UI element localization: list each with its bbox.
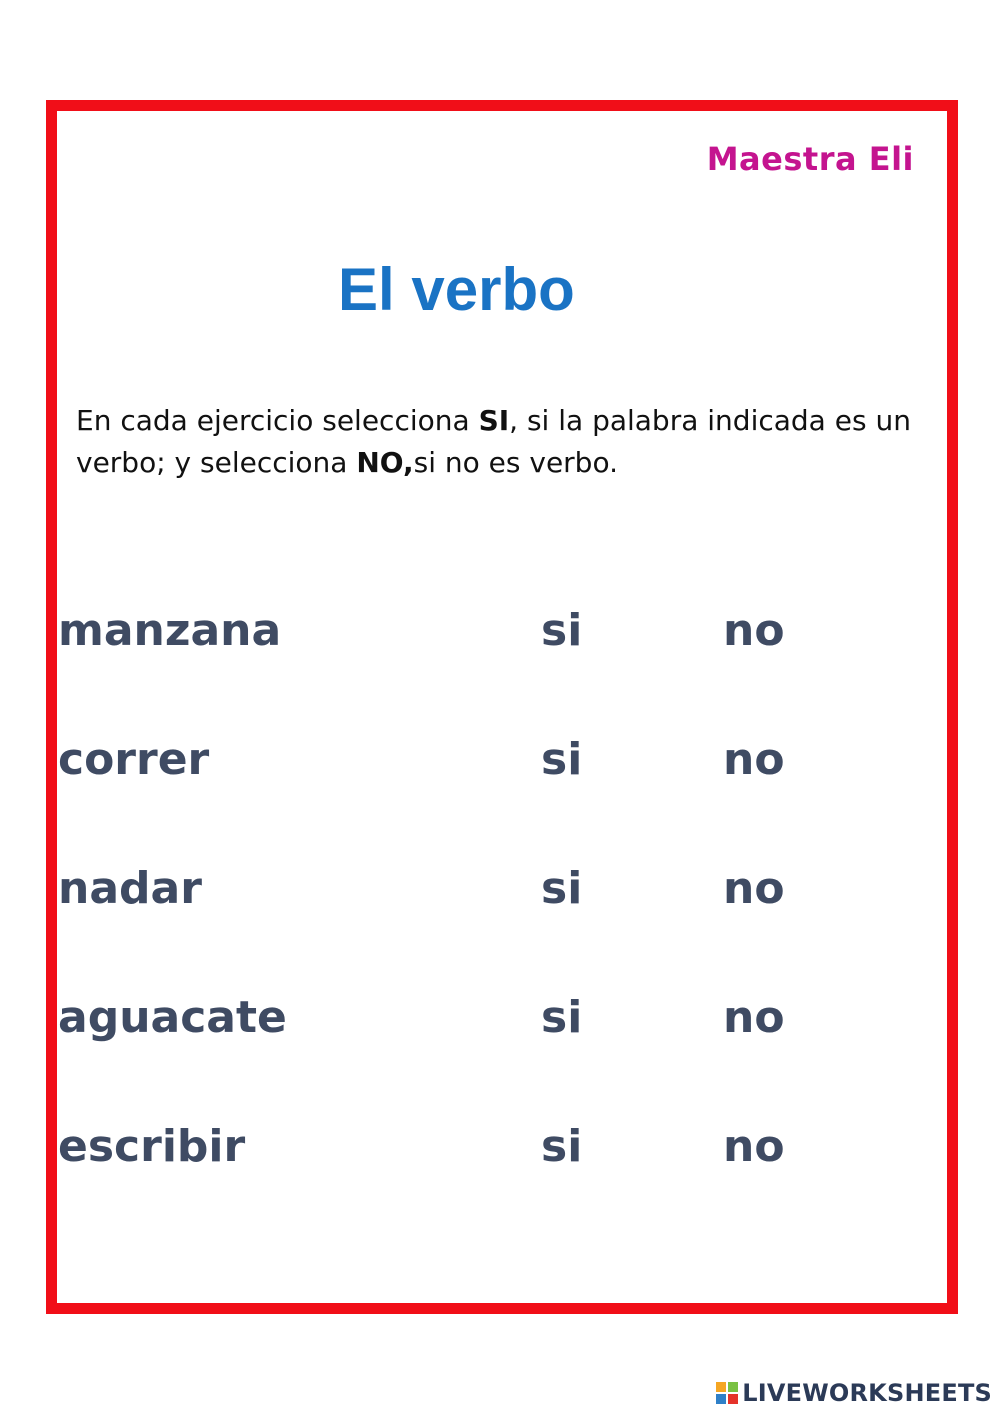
question-word: correr <box>58 734 210 785</box>
liveworksheets-logo-icon <box>716 1382 738 1404</box>
option-si-button[interactable]: si <box>541 863 583 914</box>
instructions-bold-no: NO, <box>356 446 414 479</box>
page-title: El verbo <box>338 256 575 323</box>
instructions-part3: si no es verbo. <box>413 446 618 479</box>
option-no-button[interactable]: no <box>723 605 785 656</box>
liveworksheets-logo[interactable] <box>716 1377 992 1409</box>
option-si-button[interactable]: si <box>541 1121 583 1172</box>
question-word: escribir <box>58 1121 246 1172</box>
option-no-button[interactable]: no <box>723 734 785 785</box>
option-no-button[interactable]: no <box>723 1121 785 1172</box>
liveworksheets-brand: LIVEWORKSHEETS <box>742 1379 992 1407</box>
instructions-part1: En cada ejercicio selecciona <box>76 404 479 437</box>
question-word: aguacate <box>58 992 287 1043</box>
instructions-part2: , si la palabra indicada es un verbo; y selecciona <box>76 404 911 479</box>
question-row-nadar <box>58 863 918 923</box>
author-label: Maestra Eli <box>706 140 914 178</box>
instructions-text <box>76 400 936 484</box>
question-row-aguacate <box>58 992 918 1052</box>
instructions-bold-si: SI <box>478 404 510 437</box>
option-no-button[interactable]: no <box>723 992 785 1043</box>
question-row-correr <box>58 734 918 794</box>
question-row-manzana <box>58 605 918 665</box>
question-word: nadar <box>58 863 202 914</box>
option-si-button[interactable]: si <box>541 734 583 785</box>
question-row-escribir <box>58 1121 918 1181</box>
question-word: manzana <box>58 605 282 656</box>
option-si-button[interactable]: si <box>541 605 583 656</box>
option-no-button[interactable]: no <box>723 863 785 914</box>
option-si-button[interactable]: si <box>541 992 583 1043</box>
